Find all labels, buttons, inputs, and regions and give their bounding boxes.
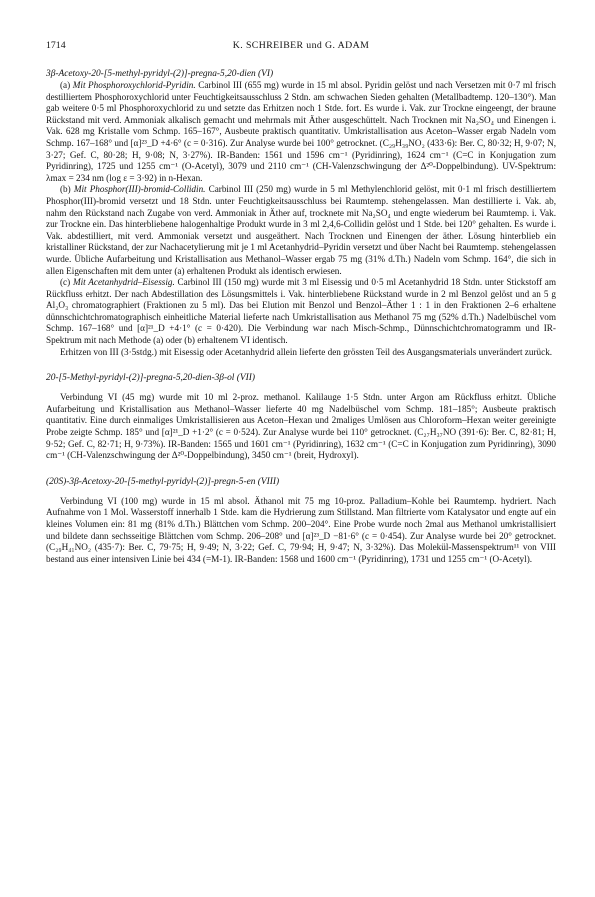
paragraph-method-c: (c) Mit Acetanhydrid–Eisessig. Carbinol III (150 mg) wurde mit 3 ml Eisessig und 0·5 ml Acetanhydrid 18 Stdn. unter Stickstoff am Rückfluss erhitzt. Der nach Abdestillation des Lösungsmittels i. Vak. hinterbliebene Rückstand wurde in 2 ml Benzol gelöst und an 5 g Al₂O₃ chromatographiert (Fraktionen zu 5 ml). Das bei Elution mit Benzol und Benzol–Äther 1 : 1 in den Fraktionen 2–6 erhaltene dünnschichtchromatographisch einheitliche Material lieferte nach Umkristallisation aus Methanol 75 mg (52% d.Th.) Nadelbüschel vom Schmp. 167–168° und [α]²¹_D +4·1° (c = 0·420). Die Verbindung war nach Misch-Schmp., Dünnschichtchromatogramm und IR-Spektrum mit nach Methode (a) oder (b) erhaltenem VI identisch. bbox=[46, 277, 557, 346]
running-authors: K. SCHREIBER und G. ADAM bbox=[232, 40, 370, 51]
page-number: 1714 bbox=[46, 40, 66, 51]
running-header bbox=[46, 40, 556, 54]
section-title: 3β-Acetoxy-20-[5-methyl-pyridyl-(2)]-pregna-5,20-dien (VI) bbox=[46, 69, 274, 79]
section-compound-vi bbox=[46, 68, 556, 358]
section-title: 20-[5-Methyl-pyridyl-(2)]-pregna-5,20-dien-3β-ol (VII) bbox=[46, 373, 255, 384]
paragraph-procedure: Verbindung VI (100 mg) wurde in 15 ml absol. Äthanol mit 75 mg 10-proz. Palladium–Kohle bei Raumtemp. hydriert. Nach Aufnahme von 1 Mol. Wasserstoff innerhalb 1 Stde. kam die Hydrierung zum Stillstand. Man filtrierte vom Katalysator und engte auf ein kleines Volumen ein: 81 mg (81% d.Th.) Blättchen vom Schmp. 200–204°. Eine Probe wurde noch 2mal aus Methanol umkristallisiert und bildete dann sechsseitige Blättchen vom Schmp. 206–208° und [α]²³_D −81·6° (c = 0·454). Zur Analyse wurde bei 20° getrocknet. (C₂₉H₄₁NO₂ (435·7): Ber. C, 79·75; H, 9·49; N, 3·22; Gef. C, 79·94; H, 9·47; N, 3·32%). Das Molekül-Massenspektrum¹¹ von VIII bestand aus einer intensiven Linie bei 434 (=M-1). IR-Banden: 1568 und 1600 cm⁻¹ (Pyridinring), 1731 und 1255 cm⁻¹ (O-Acetyl). bbox=[46, 495, 556, 564]
paragraph-procedure: Verbindung VI (45 mg) wurde mit 10 ml 2-proz. methanol. Kalilauge 1·5 Stdn. unter Argon am Rückfluss erhitzt. Übliche Aufarbeitung und Kristallisation aus Methanol–Wasser lieferte 40 mg Nadelbüschel vom Schmp. 181–185°; Ausbeute praktisch quantitativ. Eine durch einmaliges Umkristallisieren aus Aceton–Hexan und 2maliges Umlösen aus Chloroform–Hexan weiter gereinigte Probe zeigte Schmp. 185° und [α]²¹_D +1·2° (c = 0·524). Zur Analyse wurde bei 110° getrocknet. (C₂₇H₃₇NO (391·6): Ber. C, 82·81; H, 9·52; Gef. C, 82·71; H, 9·73%). IR-Banden: 1565 und 1601 cm⁻¹ (Pyridinring), 1632 cm⁻¹ (C=C in Konjugation zum Pyridinring), 3090 cm⁻¹ (CH-Valenzschwingung der Δ²⁰-Doppelbindung), 3450 cm⁻¹ (breit, Hydroxyl). bbox=[46, 392, 556, 461]
paragraph-method-b: (b) Mit Phosphor(III)-bromid-Collidin. Carbinol III (250 mg) wurde in 5 ml Methylenchlorid gelöst, mit 0·1 ml frisch destilliertem Phosphor(III)-bromid versetzt und 18 Stdn. unter Feuchtigkeitsausschluss bei Raumtemp. stehengelassen. Man destillierte i. Vak. ab, nahm den Rückstand nach Zugabe von verd. Ammoniak in Äther auf, trocknete mit Na₂SO₄ und engte wiederum bei Raumtemp. i. Vak. zur Trockne ein. Das hinterbliebene halogenhaltige Produkt wurde in 3 ml 2,4,6-Collidin gelöst und 1 Stde. bei 120° gehalten. Es wurde i. Vak. abdestilliert, mit verd. Ammoniak versetzt und ausgeäthert. Nach Trocknen und Einengen der äther. Lösung hinterblieb ein kristalliner Rückstand, der zur Nachacetylierung mit je 1 ml Acetanhydrid–Pyridin versetzt und über Nacht bei Raumtemp. stehengelassen wurde. Übliche Aufarbeitung und Kristallisation aus Methanol–Wasser ergab 75 mg (31% d.Th.) Nadeln vom Schmp. 164°, die sich in allen Eigenschaften mit dem unter (a) erhaltenen Produkt als identisch erwiesen. bbox=[46, 184, 556, 276]
section-compound-vii bbox=[46, 372, 556, 462]
journal-page bbox=[46, 40, 556, 565]
paragraph-note: Erhitzen von III (3·5stdg.) mit Eisessig oder Acetanhydrid allein lieferte den grössten Teil des Ausgangsmaterials unverändert zurück. bbox=[60, 346, 553, 357]
section-title: (20S)-3β-Acetoxy-20-[5-methyl-pyridyl-(2)]-pregn-5-en (VIII) bbox=[46, 476, 280, 487]
paragraph-method-a: (a) Mit Phosphoroxychlorid-Pyridin. Carbinol III (655 mg) wurde in 15 ml absol. Pyridin gelöst und nach Versetzen mit 0·7 ml frisch destilliertem Phosphoroxychlorid unter Feuchtigkeitsausschluss 2 Stdn. am schwachen Sieden gehalten (Metallbadtemp. 120–130°). Man gab weitere 0·5 ml Phosphoroxychlorid zu und setzte das Erhitzen noch 1 Stde. fort. Es wurde i. Vak. zur Trockne eingeengt, der braune Rückstand mit verd. Ammoniak alkalisch gemacht und mehrmals mit Äther ausgeschüttelt. Nach Trocknen mit Na₂SO₄ und Einengen i. Vak. 628 mg Kristalle vom Schmp. 165–167°, Ausbeute praktisch quantitativ. Umkristallisation aus Aceton–Wasser ergab Nadeln vom Schmp. 167–168° und [α]²³_D +4·6° (c = 0·316). Zur Analyse wurde bei 100° getrocknet. (C₂₉H₃₉NO₂ (433·6): Ber. C, 80·32; H, 9·07; N, 3·27; Gef. C, 80·28; H, 9·08; N, 3·27%). IR-Banden: 1561 und 1596 cm⁻¹ (Pyridinring), 1624 cm⁻¹ (C=C in Konjugation zum Pyridinring), 1725 und 1255 cm⁻¹ (O-Acetyl), 3079 und 2110 cm⁻¹ (CH-Valenzschwingung der Δ²⁰-Doppelbindung). UV-Spektrum: λmax = 234 nm (log ε = 3·92) in n-Hexan. bbox=[46, 80, 556, 183]
section-compound-viii bbox=[46, 476, 556, 566]
